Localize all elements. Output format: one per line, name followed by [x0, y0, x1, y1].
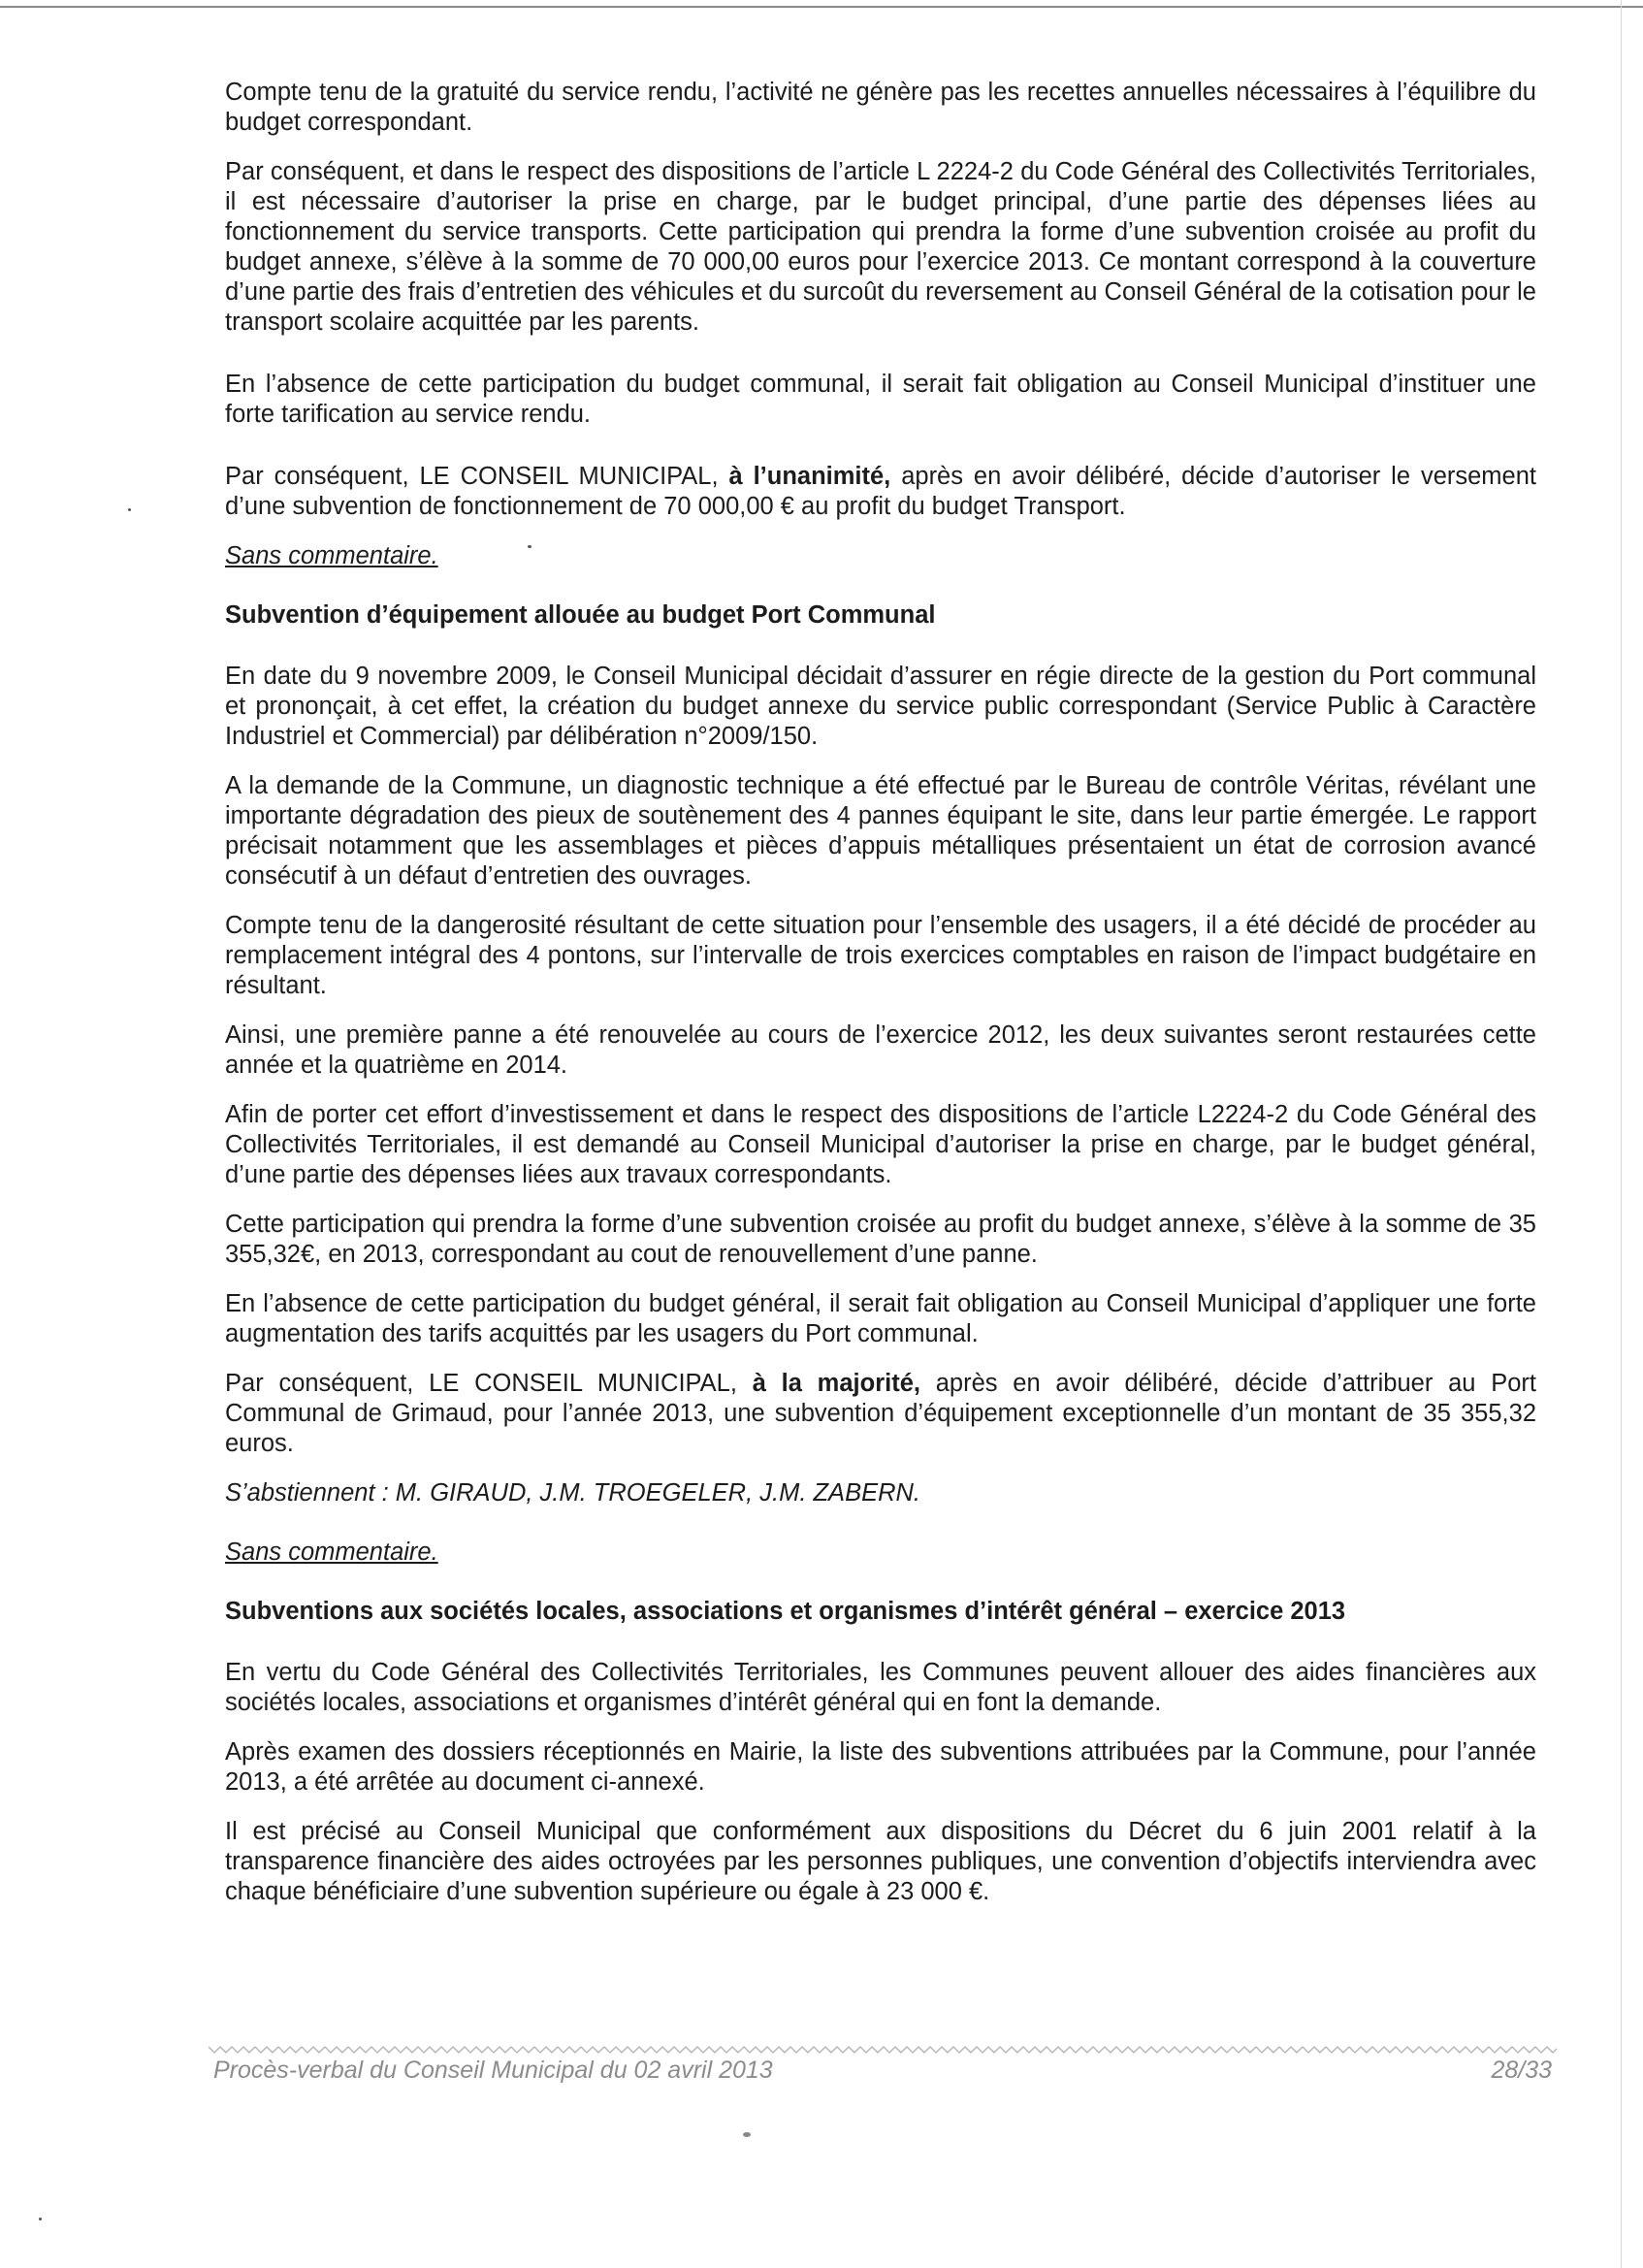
abstentions-line: S’abstiennent : M. GIRAUD, J.M. TROEGELER, J.M. ZABERN. — [225, 1479, 921, 1507]
scan-speck — [528, 545, 532, 548]
paragraph-absence-participation-general: En l’absence de cette participation du budget général, il serait fait obligation au Conseil Municipal d’appliquer une forte augmentation des tarifs acquittés par les usagers du Port communal. — [225, 1290, 1536, 1347]
scan-speck — [743, 2132, 751, 2137]
section-heading-subventions-associations: Subventions aux sociétés locales, associations et organismes d’intérêt général – exercice 2013 — [225, 1598, 1346, 1625]
sans-commentaire-2: Sans commentaire. — [225, 1539, 438, 1566]
decision-port-text-before: Par conséquent, LE CONSEIL MUNICIPAL, — [225, 1370, 753, 1397]
scan-speck — [128, 508, 131, 511]
paragraph-subvention-croisee: Cette participation qui prendra la forme d’une subvention croisée au profit du budget annexe, s’élève à la somme de 35 355,32€, en 2013, correspondant au cout de renouvellement d’une panne. — [225, 1211, 1536, 1268]
scan-right-edge-line — [1621, 0, 1622, 2268]
sans-commentaire-1: Sans commentaire. — [225, 542, 438, 569]
paragraph-dangerosite: Compte tenu de la dangerosité résultant de cette situation pour l’ensemble des usagers, il a été décidé de procéder au remplacement intégral des 4 pontons, sur l’intervalle de trois exercices comptables en raison de l’impact budgétaire en résultant. — [225, 912, 1536, 999]
paragraph-decision-port — [225, 1369, 1536, 1459]
decision-text-after: après en avoir délibéré, décide d’autoriser le versement d’une subvention de fonctionnement de 70 000,00 € au profit du budget Transport. — [225, 463, 1536, 520]
footer-document-title: Procès-verbal du Conseil Municipal du 02 avril 2013 — [213, 2057, 773, 2084]
paragraph-gratuite: Compte tenu de la gratuité du service rendu, l’activité ne génère pas les recettes annuelles nécessaires à l’équilibre du budget correspondant. — [225, 79, 1536, 136]
paragraph-participation-transports: Par conséquent, et dans le respect des dispositions de l’article L 2224-2 du Code Général des Collectivités Territoriales, il est nécessaire d’autoriser la prise en charge, par le budget principal, d’une partie des dépenses liées au fonctionnement du service transports. Cette participation qui prendra la forme d’une subvention croisée au profit du budget annexe, s’élève à la somme de 70 000,00 euros pour l’exercice 2013. Ce montant correspond à la couverture d’une partie des frais d’entretien des véhicules et du surcoût du reversement au Conseil Général de la cotisation pour le transport scolaire acquittée par les parents. — [225, 158, 1536, 336]
paragraph-regie-port: En date du 9 novembre 2009, le Conseil Municipal décidait d’assurer en régie directe de la gestion du Port communal et prononçait, à cet effet, la création du budget annexe du service public correspondant (Service Public à Caractère Industriel et Commercial) par délibération n°2009/150. — [225, 663, 1536, 750]
decision-vote-unanimite: à l’unanimité, — [728, 463, 891, 490]
decision-port-text-after: après en avoir délibéré, décide d’attribuer au Port Communal de Grimaud, pour l’année 2013, une subvention d’équipement exceptionnelle d’un montant de 35 355,32 euros. — [225, 1370, 1536, 1457]
section-heading-port-communal: Subvention d’équipement allouée au budget Port Communal — [225, 601, 936, 629]
scan-top-edge-line — [0, 6, 1643, 8]
decision-text-before: Par conséquent, LE CONSEIL MUNICIPAL, — [225, 463, 729, 490]
paragraph-effort-investissement: Afin de porter cet effort d’investissement et dans le respect des dispositions de l’article L2224-2 du Code Général des Collectivités Territoriales, il est demandé au Conseil Municipal d’autoriser la prise en charge, par le budget général, d’une partie des dépenses liées aux travaux correspondants. — [225, 1101, 1536, 1188]
decision-vote-majorite: à la majorité, — [752, 1370, 920, 1397]
paragraph-premiere-panne: Ainsi, une première panne a été renouvelée au cours de l’exercice 2012, les deux suivantes seront restaurées cette année et la quatrième en 2014. — [225, 1021, 1536, 1079]
document-body — [225, 78, 1536, 1927]
paragraph-decret-transparence: Il est précisé au Conseil Municipal que conformément aux dispositions du Décret du 6 juin 2001 relatif à la transparence financière des aides octroyées par les personnes publiques, une convention d’objectifs interviendra avec chaque bénéficiaire d’une subvention supérieure ou égale à 23 000 €. — [225, 1818, 1536, 1905]
footer-zigzag-rule — [209, 2043, 1557, 2057]
paragraph-diagnostic-veritas: A la demande de la Commune, un diagnostic technique a été effectué par le Bureau de contrôle Véritas, révélant une importante dégradation des pieux de soutènement des 4 pannes équipant le site, dans leur partie émergée. Le rapport précisait notamment que les assemblages et pièces d’appuis métalliques présentaient un état de corrosion avancé consécutif à un défaut d’entretien des ouvrages. — [225, 772, 1536, 890]
paragraph-code-general: En vertu du Code Général des Collectivités Territoriales, les Communes peuvent allouer des aides financières aux sociétés locales, associations et organismes d’intérêt général qui en font la demande. — [225, 1659, 1536, 1716]
paragraph-decision-transport — [225, 462, 1536, 522]
scan-speck — [39, 2218, 42, 2220]
paragraph-examen-dossiers: Après examen des dossiers réceptionnés en Mairie, la liste des subventions attribuées par la Commune, pour l’année 2013, a été arrêtée au document ci-annexé. — [225, 1738, 1536, 1796]
footer-page-number: 28/33 — [1491, 2057, 1552, 2084]
paragraph-absence-participation-communal: En l’absence de cette participation du budget communal, il serait fait obligation au Conseil Municipal d’instituer une forte tarification au service rendu. — [225, 371, 1536, 428]
